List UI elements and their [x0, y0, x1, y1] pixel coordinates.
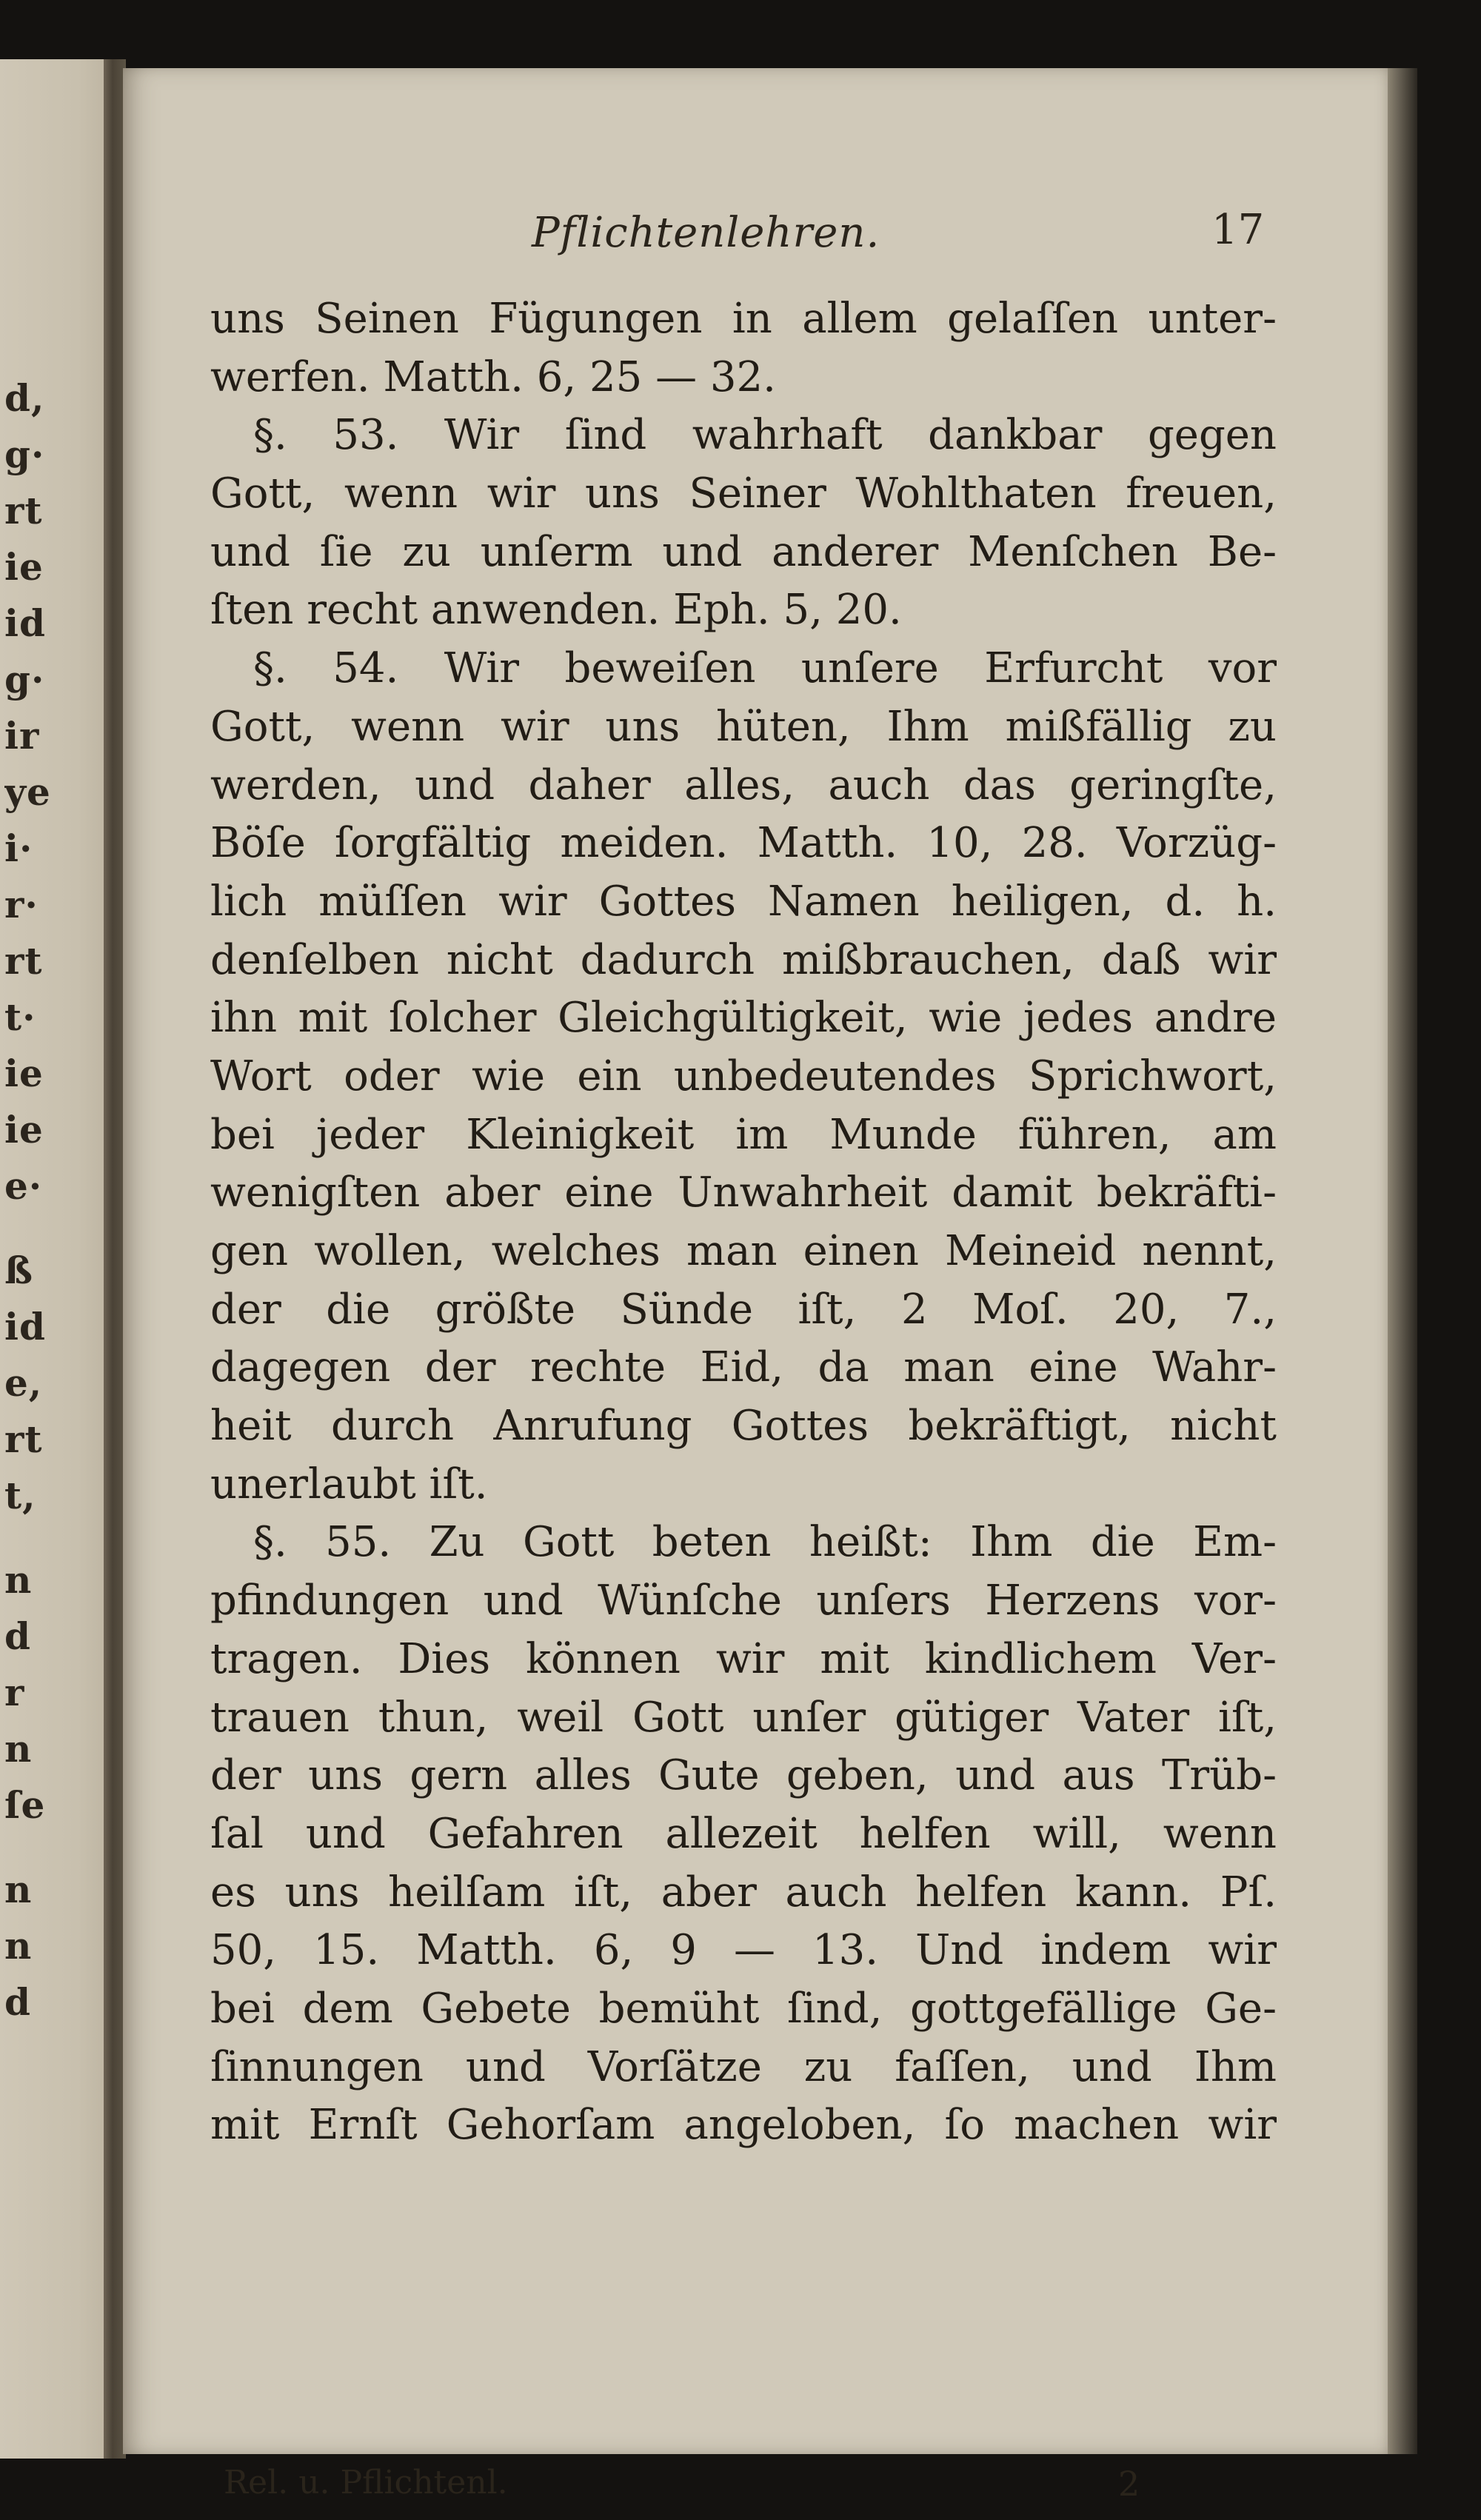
left-page-fragment: d,	[4, 376, 45, 420]
left-page-edge	[0, 59, 111, 2459]
left-page-fragment: i·	[4, 826, 33, 870]
text-line: §. 55. Zu Gott beten heißt: Ihm die Em-	[253, 1518, 1277, 1567]
text-line: ſten recht anwenden. Eph. 5, 20.	[210, 586, 902, 635]
text-line: mit Ernſt Gehorſam angeloben, ſo machen wir	[210, 2101, 1277, 2150]
text-line: §. 53. Wir ſind wahrhaft dankbar gegen	[253, 411, 1277, 460]
text-line: dagegen der rechte Eid, da man eine Wahr-	[210, 1343, 1277, 1392]
text-line: pfindungen und Wünſche unſers Herzens vor-	[210, 1577, 1277, 1625]
left-page-fragment: r·	[4, 883, 39, 926]
text-line: unerlaubt iſt.	[210, 1460, 488, 1508]
left-page-fragment: ye	[4, 770, 51, 814]
left-page-fragment: ß	[4, 1249, 33, 1292]
sheet-mark: 2	[1118, 2464, 1140, 2504]
text-line: ſinnungen und Vorſätze zu faſſen, und Ihm	[210, 2042, 1277, 2091]
left-page-fragment: n	[4, 1727, 33, 1771]
left-page-fragment: ie	[4, 1052, 44, 1095]
running-head: Pflichtenlehren.	[532, 209, 880, 257]
text-line: heit durch Anrufung Gottes bekräftigt, nicht	[210, 1402, 1277, 1451]
left-page-fragment: id	[4, 1305, 46, 1348]
text-line: Wort oder wie ein unbedeutendes Sprichwort,	[210, 1052, 1277, 1100]
left-page-fragment: rt	[4, 489, 43, 532]
left-page-fragment: id	[4, 601, 46, 645]
page-header	[123, 206, 1388, 275]
text-line: ſal und Gefahren allezeit helfen will, wenn	[210, 1809, 1277, 1858]
left-page-fragment: n	[4, 1924, 33, 1968]
text-line: ihn mit ſolcher Gleichgültigkeit, wie jedes andre	[210, 994, 1277, 1043]
left-page-fragment: n	[4, 1558, 33, 1602]
page-footer	[210, 2464, 1277, 2508]
left-page-fragment: ir	[4, 714, 40, 758]
left-page-fragment: ie	[4, 1108, 44, 1152]
left-page-fragment: g·	[4, 432, 45, 476]
page-edge-shadow	[1388, 68, 1417, 2454]
text-line: der uns gern alles Gute geben, und aus Trüb-	[210, 1751, 1277, 1800]
text-line: bei jeder Kleinigkeit im Munde führen, am	[210, 1110, 1277, 1159]
text-line: werfen. Matth. 6, 25 — 32.	[210, 352, 776, 401]
left-page-fragment: ie	[4, 545, 44, 589]
text-line: es uns heilſam iſt, aber auch helfen kann. Pſ.	[210, 1868, 1277, 1916]
body-text	[210, 290, 1277, 2155]
text-line: 50, 15. Matth. 6, 9 — 13. Und indem wir	[210, 1926, 1277, 1975]
text-line: und ſie zu unſerm und anderer Menſchen Be-	[210, 527, 1277, 576]
text-line: denſelben nicht dadurch mißbrauchen, daß wir	[210, 935, 1277, 984]
left-page-fragment: d	[4, 1614, 31, 1658]
left-page-fragment: rt	[4, 939, 43, 983]
left-page-fragment: t,	[4, 1474, 36, 1517]
text-line: bei dem Gebete bemüht ſind, gottgefällige Ge-	[210, 1984, 1277, 2033]
left-page-fragments	[4, 370, 93, 2031]
signature-mark: Rel. u. Pflichtenl.	[224, 2464, 508, 2501]
text-line: trauen thun, weil Gott unſer gütiger Vater iſt,	[210, 1693, 1277, 1742]
left-page-fragment: n	[4, 1868, 33, 1911]
text-line: Böſe ſorgfältig meiden. Matth. 10, 28. Vorzüg-	[210, 819, 1277, 868]
text-line: uns Seinen Fügungen in allem gelaſſen unter-	[210, 295, 1277, 343]
left-page-fragment: e·	[4, 1164, 43, 1208]
text-line: gen wollen, welches man einen Meineid nennt,	[210, 1227, 1277, 1275]
text-line: §. 54. Wir beweiſen unſere Erfurcht vor	[253, 644, 1277, 693]
left-page-fragment: d	[4, 1980, 31, 2024]
text-line: Gott, wenn wir uns hüten, Ihm mißfällig zu	[210, 702, 1277, 751]
left-page-fragment: ſe	[4, 1783, 46, 1827]
text-line: Gott, wenn wir uns Seiner Wohlthaten freuen,	[210, 469, 1277, 518]
page-number: 17	[1211, 206, 1265, 254]
text-line: der die größte Sünde iſt, 2 Moſ. 20, 7.,	[210, 1285, 1277, 1334]
left-page-fragment: g·	[4, 658, 45, 701]
left-page-fragment: r	[4, 1671, 25, 1714]
text-line: lich müſſen wir Gottes Namen heiligen, d. h.	[210, 877, 1277, 926]
left-page-fragment: e,	[4, 1361, 43, 1405]
book-page	[123, 68, 1388, 2504]
text-line: tragen. Dies können wir mit kindlichem Ver-	[210, 1634, 1277, 1683]
text-line: werden, und daher alles, auch das geringſte,	[210, 761, 1277, 809]
left-page-fragment: rt	[4, 1417, 43, 1461]
text-line: wenigſten aber eine Unwahrheit damit bekräfti-	[210, 1169, 1277, 1217]
left-page-fragment: t·	[4, 995, 36, 1039]
